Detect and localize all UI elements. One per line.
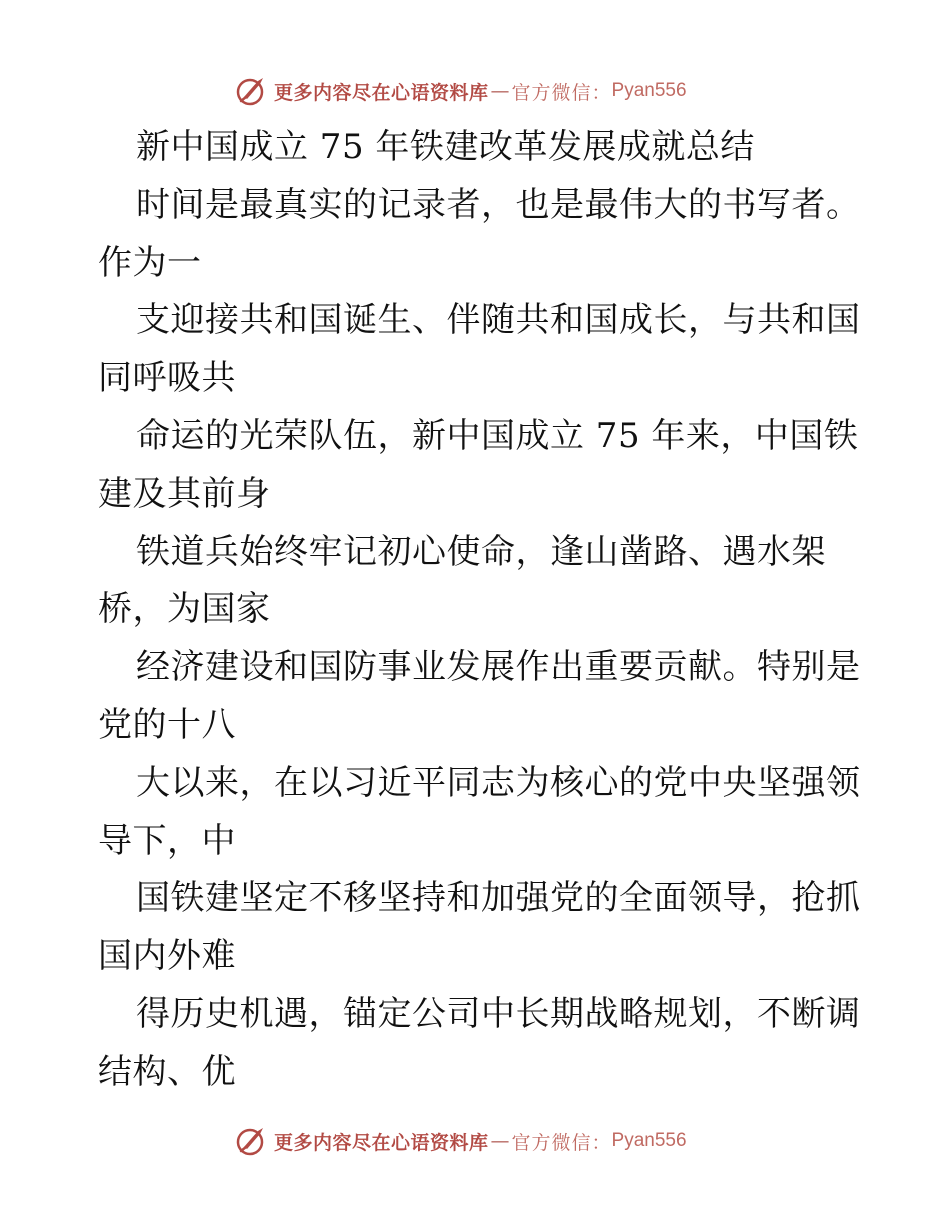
paragraph-line: 铁道兵始终牢记初心使命，逢山凿路、遇水架 <box>136 531 826 572</box>
paragraph-line: 得历史机遇，锚定公司中长期战略规划，不断调 <box>136 993 861 1034</box>
document-title: 新中国成立 75 年铁建改革发展成就总结 <box>136 127 755 167</box>
paragraph-line: 时间是最真实的记录者，也是最伟大的书写者。 <box>136 184 861 225</box>
paragraph-line: 建及其前身 <box>98 473 271 514</box>
footer-watermark <box>236 1124 687 1158</box>
paragraph-line: 国内外难 <box>98 936 236 977</box>
paragraph-line: 命运的光荣队伍，新中国成立 75 年来，中国铁 <box>136 415 859 456</box>
document-body <box>98 119 861 1102</box>
watermark-wechat-id: Pyan556 <box>611 80 687 101</box>
paragraph-line: 支迎接共和国诞生、伴随共和国成长，与共和国 <box>136 300 861 341</box>
paragraph-line: 党的十八 <box>98 704 236 745</box>
watermark-dash: — <box>490 1130 510 1152</box>
watermark-wechat-label: 官方微信： <box>511 1131 612 1154</box>
paragraph-line: 同呼吸共 <box>98 358 236 399</box>
paragraph-line: 作为一 <box>98 242 202 283</box>
watermark-wechat-id: Pyan556 <box>611 1130 687 1151</box>
paragraph-line: 导下，中 <box>98 820 236 861</box>
header-watermark <box>236 74 687 108</box>
paragraph-line: 桥，为国家 <box>98 589 271 630</box>
quill-pen-logo-icon <box>236 1125 268 1157</box>
paragraph-line: 结构、优 <box>98 1051 236 1092</box>
watermark-wechat-label: 官方微信： <box>511 81 612 104</box>
quill-pen-logo-icon <box>236 75 268 107</box>
watermark-text: 更多内容尽在心语资料库 <box>274 1131 489 1154</box>
paragraph-line: 国铁建坚定不移坚持和加强党的全面领导，抢抓 <box>136 878 861 919</box>
paragraph-line: 大以来，在以习近平同志为核心的党中央坚强领 <box>136 762 861 803</box>
paragraph-line: 经济建设和国防事业发展作出重要贡献。特别是 <box>136 647 861 688</box>
watermark-text: 更多内容尽在心语资料库 <box>274 81 489 104</box>
watermark-dash: — <box>490 80 510 102</box>
